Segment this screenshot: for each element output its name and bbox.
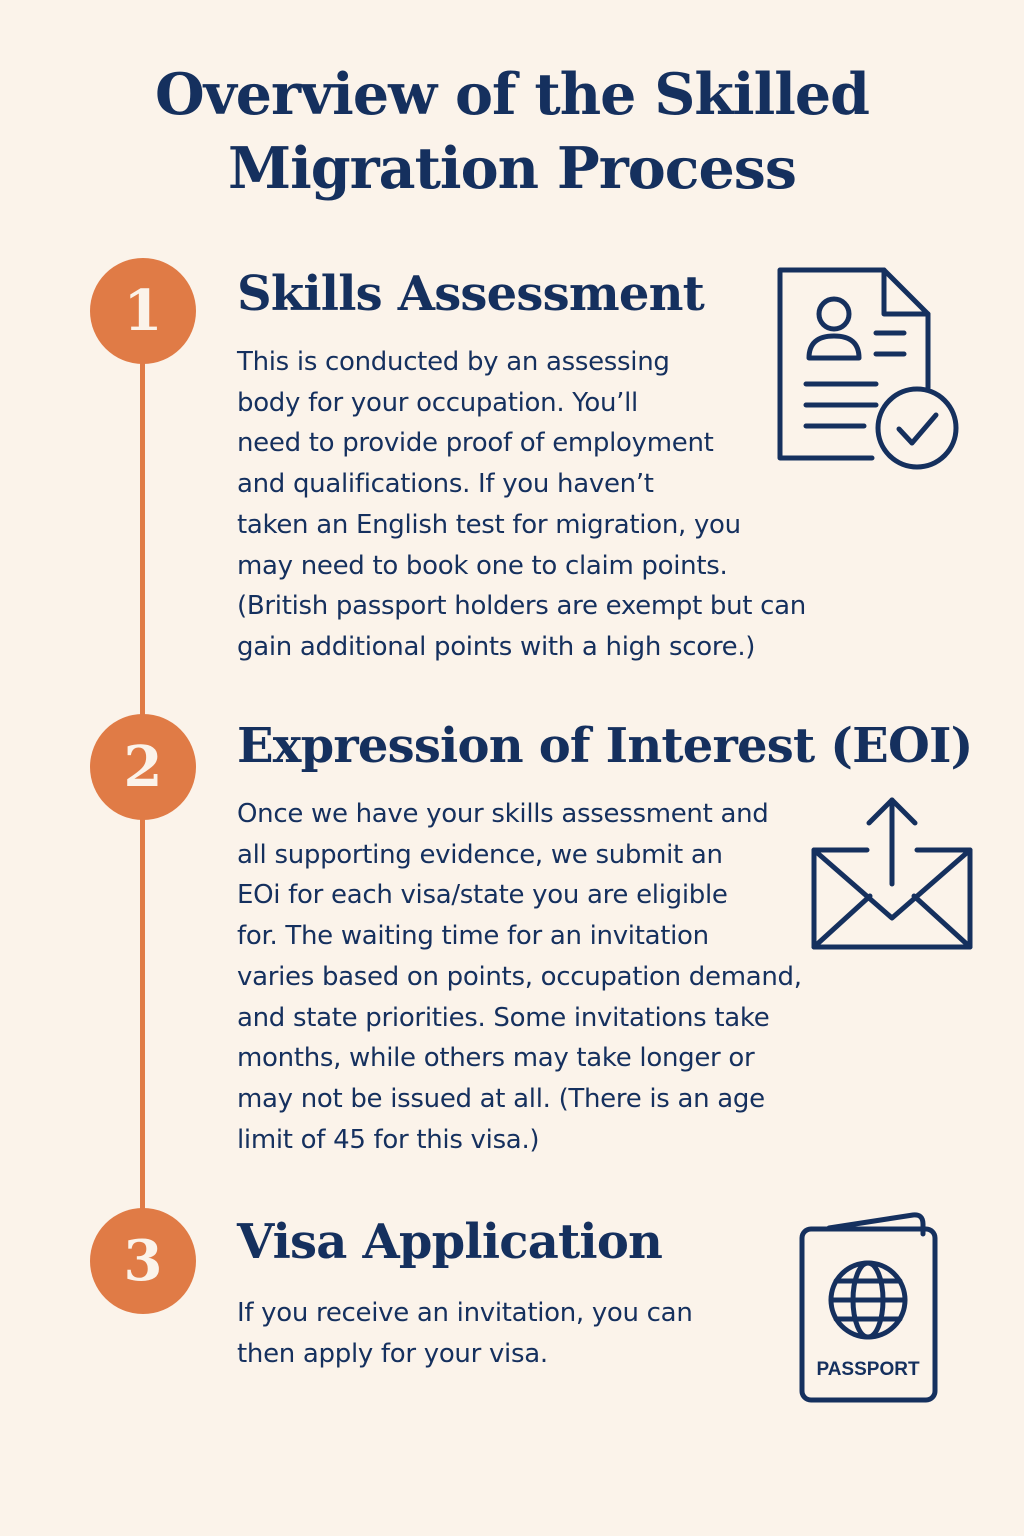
- step-2-line: varies based on points, occupation demand,: [237, 961, 802, 992]
- step-2-line: EOi for each visa/state you are eligible: [237, 880, 728, 911]
- step-3-description: [237, 1293, 693, 1374]
- step-1-number-badge: 1: [90, 258, 196, 364]
- envelope-upload-icon: [804, 792, 980, 956]
- step-1-line: gain additional points with a high score.): [237, 631, 756, 662]
- step-2-line: Once we have your skills assessment and: [237, 799, 769, 829]
- step-2-line: and state priorities. Some invitations take: [237, 1002, 770, 1033]
- step-1-line: and qualifications. If you haven’t: [237, 469, 654, 500]
- step-1-line: body for your occupation. You’ll: [237, 387, 638, 418]
- step-1-line: may need to book one to claim points.: [237, 550, 728, 581]
- timeline-connector-2-3: [140, 815, 145, 1213]
- passport-icon: [795, 1208, 945, 1408]
- step-1-description: [237, 342, 806, 668]
- step-3-number-badge: 3: [90, 1208, 196, 1314]
- document-profile-checkmark-icon: [772, 262, 964, 474]
- step-2-description: [237, 794, 802, 1160]
- timeline-connector-1-2: [140, 360, 145, 725]
- page-title-line-2: Migration Process: [228, 135, 796, 202]
- step-3-line: then apply for your visa.: [237, 1338, 548, 1369]
- step-2-line: for. The waiting time for an invitation: [237, 921, 709, 952]
- step-1-line: need to provide proof of employment: [237, 428, 714, 459]
- step-2-line: limit of 45 for this visa.): [237, 1124, 540, 1155]
- passport-icon-label: PASSPORT: [816, 1359, 920, 1380]
- step-2-line: all supporting evidence, we submit an: [237, 839, 723, 870]
- step-2-line: months, while others may take longer or: [237, 1043, 755, 1074]
- step-2-number-badge: 2: [90, 714, 196, 820]
- page-title-line-1: Overview of the Skilled: [154, 61, 870, 128]
- step-2-heading: Expression of Interest (EOI): [237, 718, 973, 774]
- step-3-heading: Visa Application: [237, 1214, 663, 1270]
- step-1-line: (British passport holders are exempt but can: [237, 591, 806, 622]
- step-2-line: may not be issued at all. (There is an age: [237, 1083, 765, 1114]
- page-title: [40, 58, 984, 206]
- step-1-line: taken an English test for migration, you: [237, 509, 741, 540]
- step-3-line: If you receive an invitation, you can: [237, 1298, 693, 1328]
- step-1-line: This is conducted by an assessing: [237, 347, 670, 377]
- step-1-heading: Skills Assessment: [237, 266, 705, 322]
